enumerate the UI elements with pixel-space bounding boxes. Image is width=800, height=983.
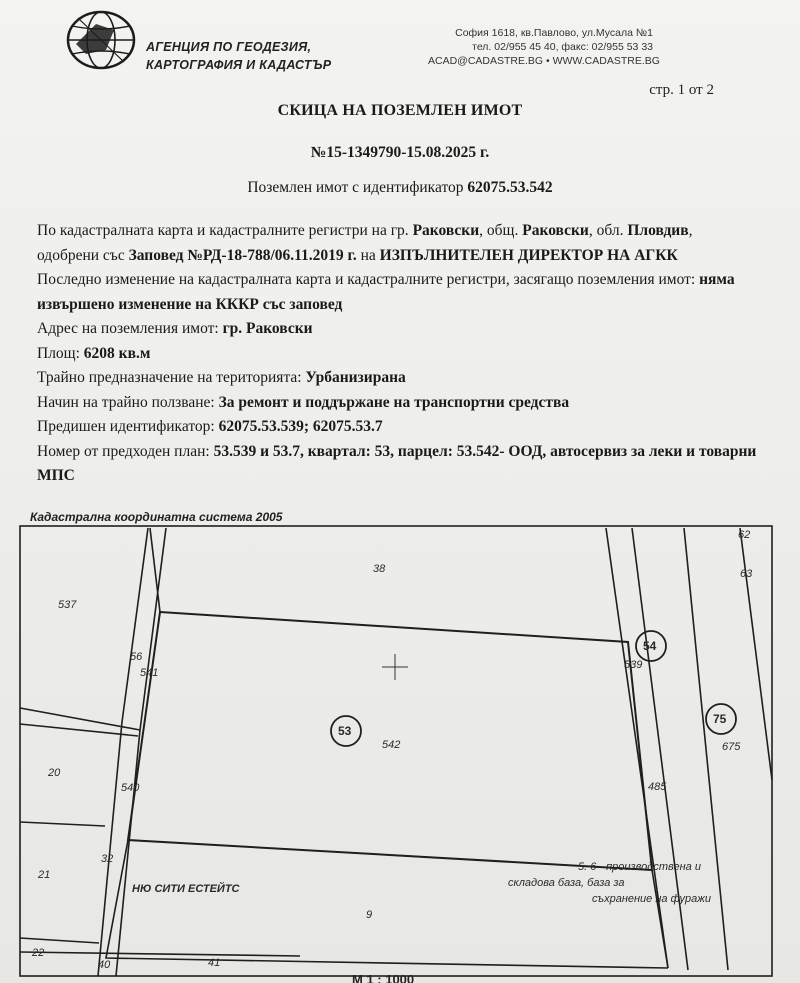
label-40: 40 — [98, 959, 111, 971]
label-541: 541 — [140, 667, 159, 679]
label-63: 63 — [740, 568, 753, 580]
property-identifier — [0, 179, 800, 197]
label-9: 9 — [366, 909, 373, 921]
label-56: 56 — [130, 651, 143, 663]
previous-plan-row: Номер от предходен план: 53.539 и 53.7, квартал: 53, парцел: 53.542- ООД, автосервиз за леки и товарни МПС — [37, 442, 757, 484]
map-scale: М 1 : 1000 — [352, 972, 415, 983]
identifier-value: 62075.53.542 — [467, 179, 553, 196]
agency-contacts — [428, 26, 660, 68]
usage-row: Начин на трайно ползване: За ремонт и поддържане на транспортни средства — [37, 393, 570, 411]
label-20: 20 — [48, 767, 61, 779]
approval-paragraph: По кадастралната карта и кадастралните регистри на гр. Раковски, общ. Раковски, обл. Пловдив, одобрени със Заповед №РД-18-788/06.11.2019 г. на ИЗПЪЛНИТЕЛЕН ДИРЕКТОР НА АГКК — [37, 222, 693, 264]
label-542: 542 — [382, 739, 401, 751]
label-41: 41 — [208, 957, 221, 969]
label-21: 21 — [38, 869, 51, 881]
label-75: 75 — [713, 712, 727, 726]
label-53: 53 — [338, 724, 352, 738]
property-details — [37, 219, 757, 489]
label-540: 540 — [121, 782, 140, 794]
label-32: 32 — [101, 853, 114, 865]
document-number: №15-1349790-15.08.2025 г. — [310, 144, 490, 161]
map-note-line3: съхранение на фуражи — [592, 893, 711, 905]
purpose-row: Трайно предназначение на територията: Урбанизирана — [37, 369, 406, 386]
previous-identifier-row: Предишен идентификатор: 62075.53.539; 62075.53.7 — [37, 418, 383, 435]
agency-name — [146, 38, 331, 74]
label-22: 22 — [32, 947, 45, 959]
document-title: СКИЦА НА ПОЗЕМЛЕН ИМОТ — [277, 102, 523, 119]
address-row: Адрес на поземления имот: гр. Раковски — [37, 320, 313, 337]
agency-address: София 1618, кв.Павлово, ул.Мусала №1 — [455, 27, 653, 39]
agency-logo-icon — [66, 10, 136, 70]
agency-name-line2: КАРТОГРАФИЯ И КАДАСТЪР — [146, 58, 332, 72]
map-note-line1: 5. 6 - производствена и — [578, 861, 701, 873]
label-38: 38 — [373, 563, 386, 575]
label-485: 485 — [648, 781, 667, 793]
identifier-label: Поземлен имот с идентификатор — [247, 179, 468, 196]
agency-name-line1: АГЕНЦИЯ ПО ГЕОДЕЗИЯ, — [146, 40, 312, 54]
label-539: 539 — [624, 659, 643, 671]
agency-phone: тел. 02/955 45 40, факс: 02/955 53 33 — [472, 41, 653, 53]
page-number: стр. 1 от 2 — [649, 82, 714, 98]
label-62: 62 — [738, 529, 751, 541]
area-row: Площ: 6208 кв.м — [37, 344, 151, 362]
label-54: 54 — [643, 639, 657, 653]
cadastral-map — [0, 520, 800, 983]
label-537: 537 — [58, 599, 77, 611]
map-caption: Кадастрална координатна система 2005 — [30, 510, 283, 524]
watermark-text: НЮ СИТИ ЕСТЕЙТС — [132, 883, 240, 895]
label-675: 675 — [722, 741, 741, 753]
agency-web: ACAD@CADASTRE.BG • WWW.CADASTRE.BG — [428, 55, 660, 67]
last-change-paragraph: Последно изменение на кадастралната карта и кадастралните регистри, засягащо поземления имот: няма извършено изменение на КККР със заповед — [37, 271, 735, 313]
map-note-line2: складова база, база за — [508, 877, 625, 889]
